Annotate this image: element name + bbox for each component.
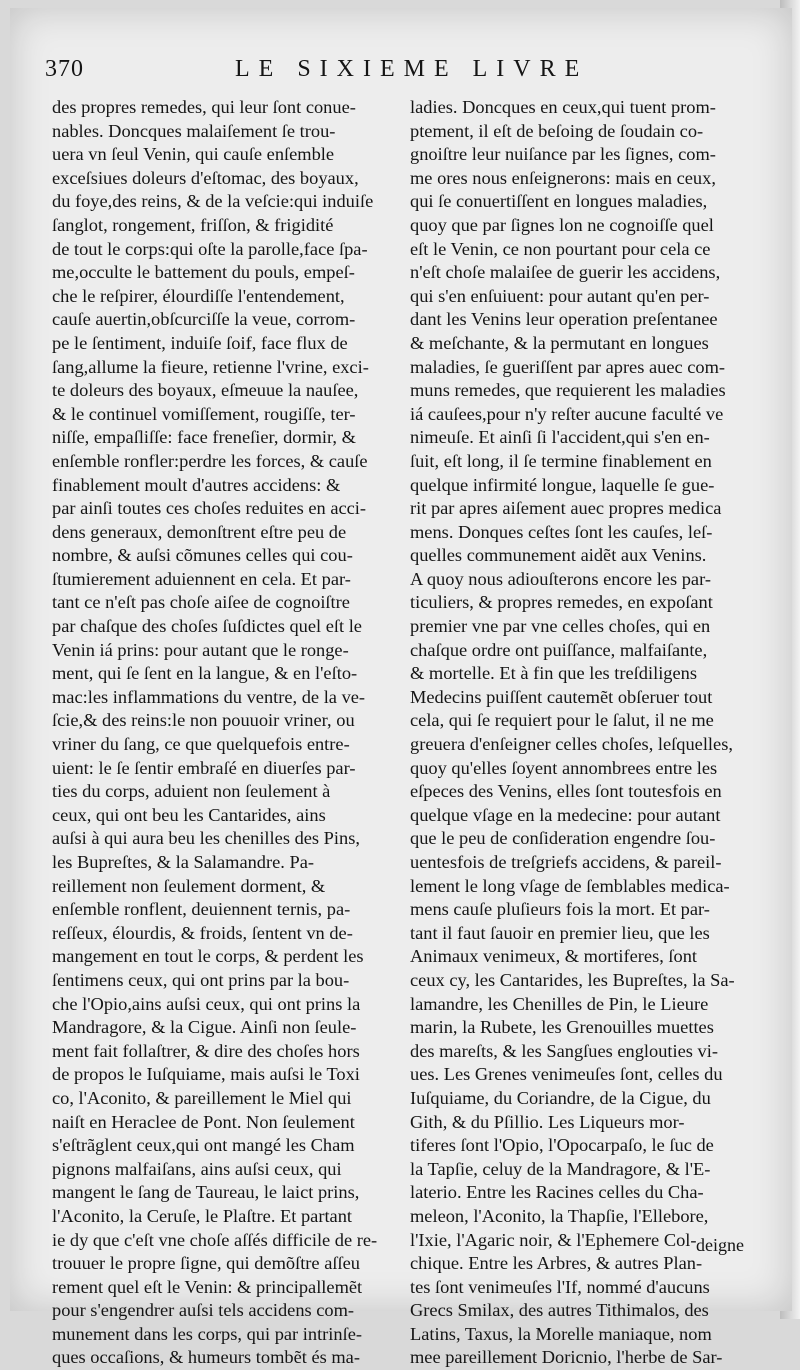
text-line: mangent le ſang de Taureau, le laict prins,: [52, 1182, 360, 1203]
text-line: finablement moult d'autres accidens: &: [52, 474, 341, 495]
text-line: tiferes ſont l'Opio, l'Opocarpaſo, le ſuc de: [410, 1135, 714, 1156]
text-line: rit par apres aiſement auec propres medica: [410, 498, 722, 519]
text-line: nimeuſe. Et ainſi ſi l'accident,qui s'en en-: [410, 427, 710, 448]
text-line: Grecs Smilax, des autres Tithimalos, des: [410, 1300, 709, 1321]
text-line: co, l'Aconito, & pareillement le Miel qui: [52, 1087, 352, 1108]
text-line: eſt le Venin, ce non pourtant pour cela ce: [410, 238, 711, 259]
text-line: munement dans les corps, qui par intrinſe-: [52, 1323, 363, 1344]
right-text-column: [410, 96, 750, 1370]
text-line: Mandragore, & la Cigue. Ainſi non ſeule-: [52, 1017, 357, 1038]
text-line: che l'Opio,ains auſsi ceux, qui ont prins la: [52, 993, 361, 1014]
text-line: Medecins puiſſent cautemẽt obſeruer tout: [410, 686, 713, 707]
text-line: gnoiſtre leur nuiſance par les ſignes, com-: [410, 144, 716, 165]
running-title: LE SIXIEME LIVRE: [235, 56, 589, 82]
text-line: Venin iá prins: pour autant que le ronge-: [52, 639, 349, 660]
text-line: trouuer le propre ſigne, qui demõſtre aſſeu: [52, 1253, 360, 1274]
text-line: les Bupreſtes, & la Salamandre. Pa-: [52, 852, 314, 872]
text-line: mee pareillement Doricnio, l'herbe de Sar-: [410, 1347, 723, 1368]
text-line: uient: le ſe ſentir embraſé en diuerſes par-: [52, 757, 356, 778]
text-line: l'Aconito, la Ceruſe, le Plaſtre. Et partant: [52, 1205, 353, 1226]
text-line: ſuit, eſt long, il ſe termine finablement en: [410, 450, 712, 471]
text-line: pour s'engendrer auſsi tels accidens com-: [52, 1300, 355, 1321]
text-line: iá cauſees,pour n'y reſter aucune faculté ve: [410, 403, 724, 424]
text-line: des mareſts, & les Sangſues englouties vi-: [410, 1040, 718, 1061]
text-line: meleon, l'Aconito, la Thapſie, l'Ellebore,: [410, 1205, 709, 1226]
text-line: tant ce n'eſt pas choſe aiſee de cognoiſtre: [52, 592, 350, 613]
left-text-column: [52, 96, 390, 1370]
text-line: ſang,allume la fieure, retienne l'vrine, exci-: [52, 356, 369, 377]
text-line: chaſque ordre ont puiſſance, malfaiſante,: [410, 639, 708, 660]
text-line: muns remedes, que requierent les maladies: [410, 380, 726, 401]
text-line: uera vn ſeul Venin, qui cauſe enſemble: [52, 144, 335, 165]
text-line: ie dy que c'eſt vne choſe aſſés difficile de re-: [52, 1229, 378, 1250]
text-line: eſpeces des Venins, elles ſont toutesfois en: [410, 781, 722, 802]
text-line: des propres remedes, qui leur ſont conue-: [52, 97, 356, 117]
text-line: cauſe auertin,obſcurciſſe la veue, corrom-: [52, 309, 356, 330]
text-line: quelque vſage en la medecine: pour autant: [410, 804, 721, 825]
text-line: par chaſque des choſes ſuſdictes quel eſt le: [52, 616, 362, 637]
text-line: enſemble ronfler:perdre les forces, & cauſe: [52, 450, 368, 471]
text-line: ptement, il eſt de beſoing de ſoudain co-: [410, 120, 704, 141]
text-line: ſanglot, rongement, friſſon, & frigidité: [52, 214, 334, 235]
text-line: tes ſont venimeuſes l'If, nommé d'aucuns: [410, 1276, 710, 1297]
text-line: quoy qu'elles ſoyent annombrees entre les: [410, 757, 718, 778]
text-line: maladies, ſe gueriſſent par apres auec com-: [410, 356, 726, 377]
text-line: exceſsiues doleurs d'eſtomac, des boyaux,: [52, 167, 359, 188]
text-line: du foye,des reins, & de la veſcie:qui induiſe: [52, 191, 374, 212]
text-line: ques occaſions, & humeurs tombẽt és ma-: [52, 1347, 360, 1368]
text-line: greuera d'enſeigner celles choſes, leſquelles,: [410, 734, 733, 755]
text-line: niſſe, empaſliſſe: face freneſier, dormir, &: [52, 427, 356, 448]
text-line: vriner du ſang, ce que quelquefois entre-: [52, 734, 350, 755]
text-line: ment fait follaſtrer, & dire des choſes hors: [52, 1040, 360, 1061]
text-line: la Tapſie, celuy de la Mandragore, & l'E-: [410, 1158, 711, 1179]
text-line: cela, qui ſe requiert pour le ſalut, il ne me: [410, 710, 714, 731]
text-line: ticuliers, & propres remedes, en expoſant: [410, 592, 713, 613]
text-line: pe le ſentiment, induiſe ſoif, face flux de: [52, 332, 348, 353]
text-line: dens generaux, demonſtrent eſtre peu de: [52, 521, 347, 542]
text-line: nables. Doncques malaiſement ſe trou-: [52, 120, 336, 141]
text-line: l'Ixie, l'Agaric noir, & l'Ephemere Col-: [410, 1229, 697, 1250]
text-line: ment, qui ſe ſent en la langue, & en l'eſto-: [52, 663, 358, 684]
text-line: s'eſtrãglent ceux,qui ont mangé les Cham: [52, 1135, 355, 1156]
text-line: pignons malfaiſans, ains auſsi ceux, qui: [52, 1158, 342, 1179]
text-line: premier vne par vne celles choſes, qui en: [410, 616, 711, 637]
text-line: dant les Venins leur operation preſentanee: [410, 309, 718, 330]
text-line: par ainſi toutes ces choſes reduites en acci-: [52, 498, 367, 519]
text-line: ceux, qui ont beu les Cantarides, ains: [52, 804, 326, 825]
text-line: laterio. Entre les Racines celles du Cha-: [410, 1182, 704, 1203]
text-line: reillement non ſeulement dorment, &: [52, 875, 326, 896]
text-line: de tout le corps:qui oſte la parolle,face ſpa-: [52, 238, 368, 259]
text-line: quoy que par ſignes lon ne cognoiſſe quel: [410, 214, 714, 235]
text-line: A quoy nous adiouſterons encore les par-: [410, 568, 711, 589]
text-line: Gith, & du Pſillio. Les Liqueurs mor-: [410, 1111, 685, 1132]
text-line: naiſt en Heraclee de Pont. Non ſeulement: [52, 1111, 355, 1132]
text-line: me,occulte le battement du pouls, empeſ-: [52, 262, 355, 283]
text-line: ues. Les Grenes venimeuſes ſont, celles du: [410, 1064, 723, 1085]
text-line: mens cauſe pluſieurs fois la mort. Et par-: [410, 899, 710, 920]
text-line: marin, la Rubete, les Grenouilles muettes: [410, 1017, 714, 1038]
text-line: quelque infirmité longue, laquelle ſe gue-: [410, 474, 715, 495]
text-line: ſcie,& des reins:le non pouuoir vriner, ou: [52, 710, 355, 731]
text-line: qui s'en enſuiuent: pour autant qu'en per-: [410, 285, 710, 306]
text-line: che le reſpirer, élourdiſſe l'entendement,: [52, 285, 345, 306]
text-line: ties du corps, aduient non ſeulement à: [52, 781, 331, 802]
page-number: 370: [45, 56, 84, 82]
text-line: lement le long vſage de ſemblables medica-: [410, 875, 730, 896]
text-line: enſemble ronflent, deuiennent ternis, pa-: [52, 899, 351, 920]
text-line: lamandre, les Chenilles de Pin, le Lieure: [410, 993, 709, 1014]
text-line: ſtumierement aduiennent en cela. Et par-: [52, 568, 351, 589]
text-line: de propos le Iuſquiame, mais auſsi le Toxi: [52, 1064, 360, 1085]
text-line: rement quel eſt le Venin: & principallemẽt: [52, 1276, 363, 1297]
text-line: tant il faut ſauoir en premier lieu, que les: [410, 922, 710, 943]
text-line: & meſchante, & la permutant en longues: [410, 332, 709, 353]
text-line: uentesfois de treſgriefs accidens, & pareil-: [410, 852, 722, 872]
catchword: deigne: [696, 1235, 744, 1255]
text-line: ſentimens ceux, qui ont prins par la bou-: [52, 969, 350, 990]
text-line: reſſeux, élourdis, & froids, ſentent vn de-: [52, 922, 353, 943]
text-line: auſsi à qui aura beu les chenilles des Pins,: [52, 828, 360, 849]
text-line: mac:les inflammations du ventre, de la ve-: [52, 686, 366, 707]
text-line: Latins, Taxus, la Morelle maniaque, nom: [410, 1323, 712, 1344]
text-line: chique. Entre les Arbres, & autres Plan-: [410, 1253, 703, 1274]
text-line: & le continuel vomiſſement, rougiſſe, ter-: [52, 403, 356, 424]
text-line: ceux cy, les Cantarides, les Bupreſtes, la Sa-: [410, 969, 735, 990]
page-header: [45, 56, 745, 90]
text-line: quelles communement aidẽt aux Venins.: [410, 545, 707, 566]
text-line: te doleurs des boyaux, eſmeuue la nauſee,: [52, 380, 359, 401]
text-line: que le peu de conſideration engendre ſou-: [410, 828, 716, 849]
text-line: Iuſquiame, du Coriandre, de la Cigue, du: [410, 1087, 711, 1108]
text-line: me ores nous enſeignerons: mais en ceux,: [410, 167, 716, 188]
text-line: ladies. Doncques en ceux,qui tuent prom-: [410, 97, 716, 117]
text-line: mens. Donques ceſtes ſont les cauſes, leſ-: [410, 521, 713, 542]
text-line: mangement en tout le corps, & perdent les: [52, 946, 364, 967]
text-line: & mortelle. Et à fin que les treſdiligens: [410, 663, 698, 684]
text-line: qui ſe conuertiſſent en longues maladies,: [410, 191, 708, 212]
text-line: nombre, & auſsi cõmunes celles qui cou-: [52, 545, 353, 566]
text-line: Animaux venimeux, & mortiferes, ſont: [410, 946, 698, 967]
text-line: n'eſt choſe malaiſee de guerir les accidens,: [410, 262, 721, 283]
